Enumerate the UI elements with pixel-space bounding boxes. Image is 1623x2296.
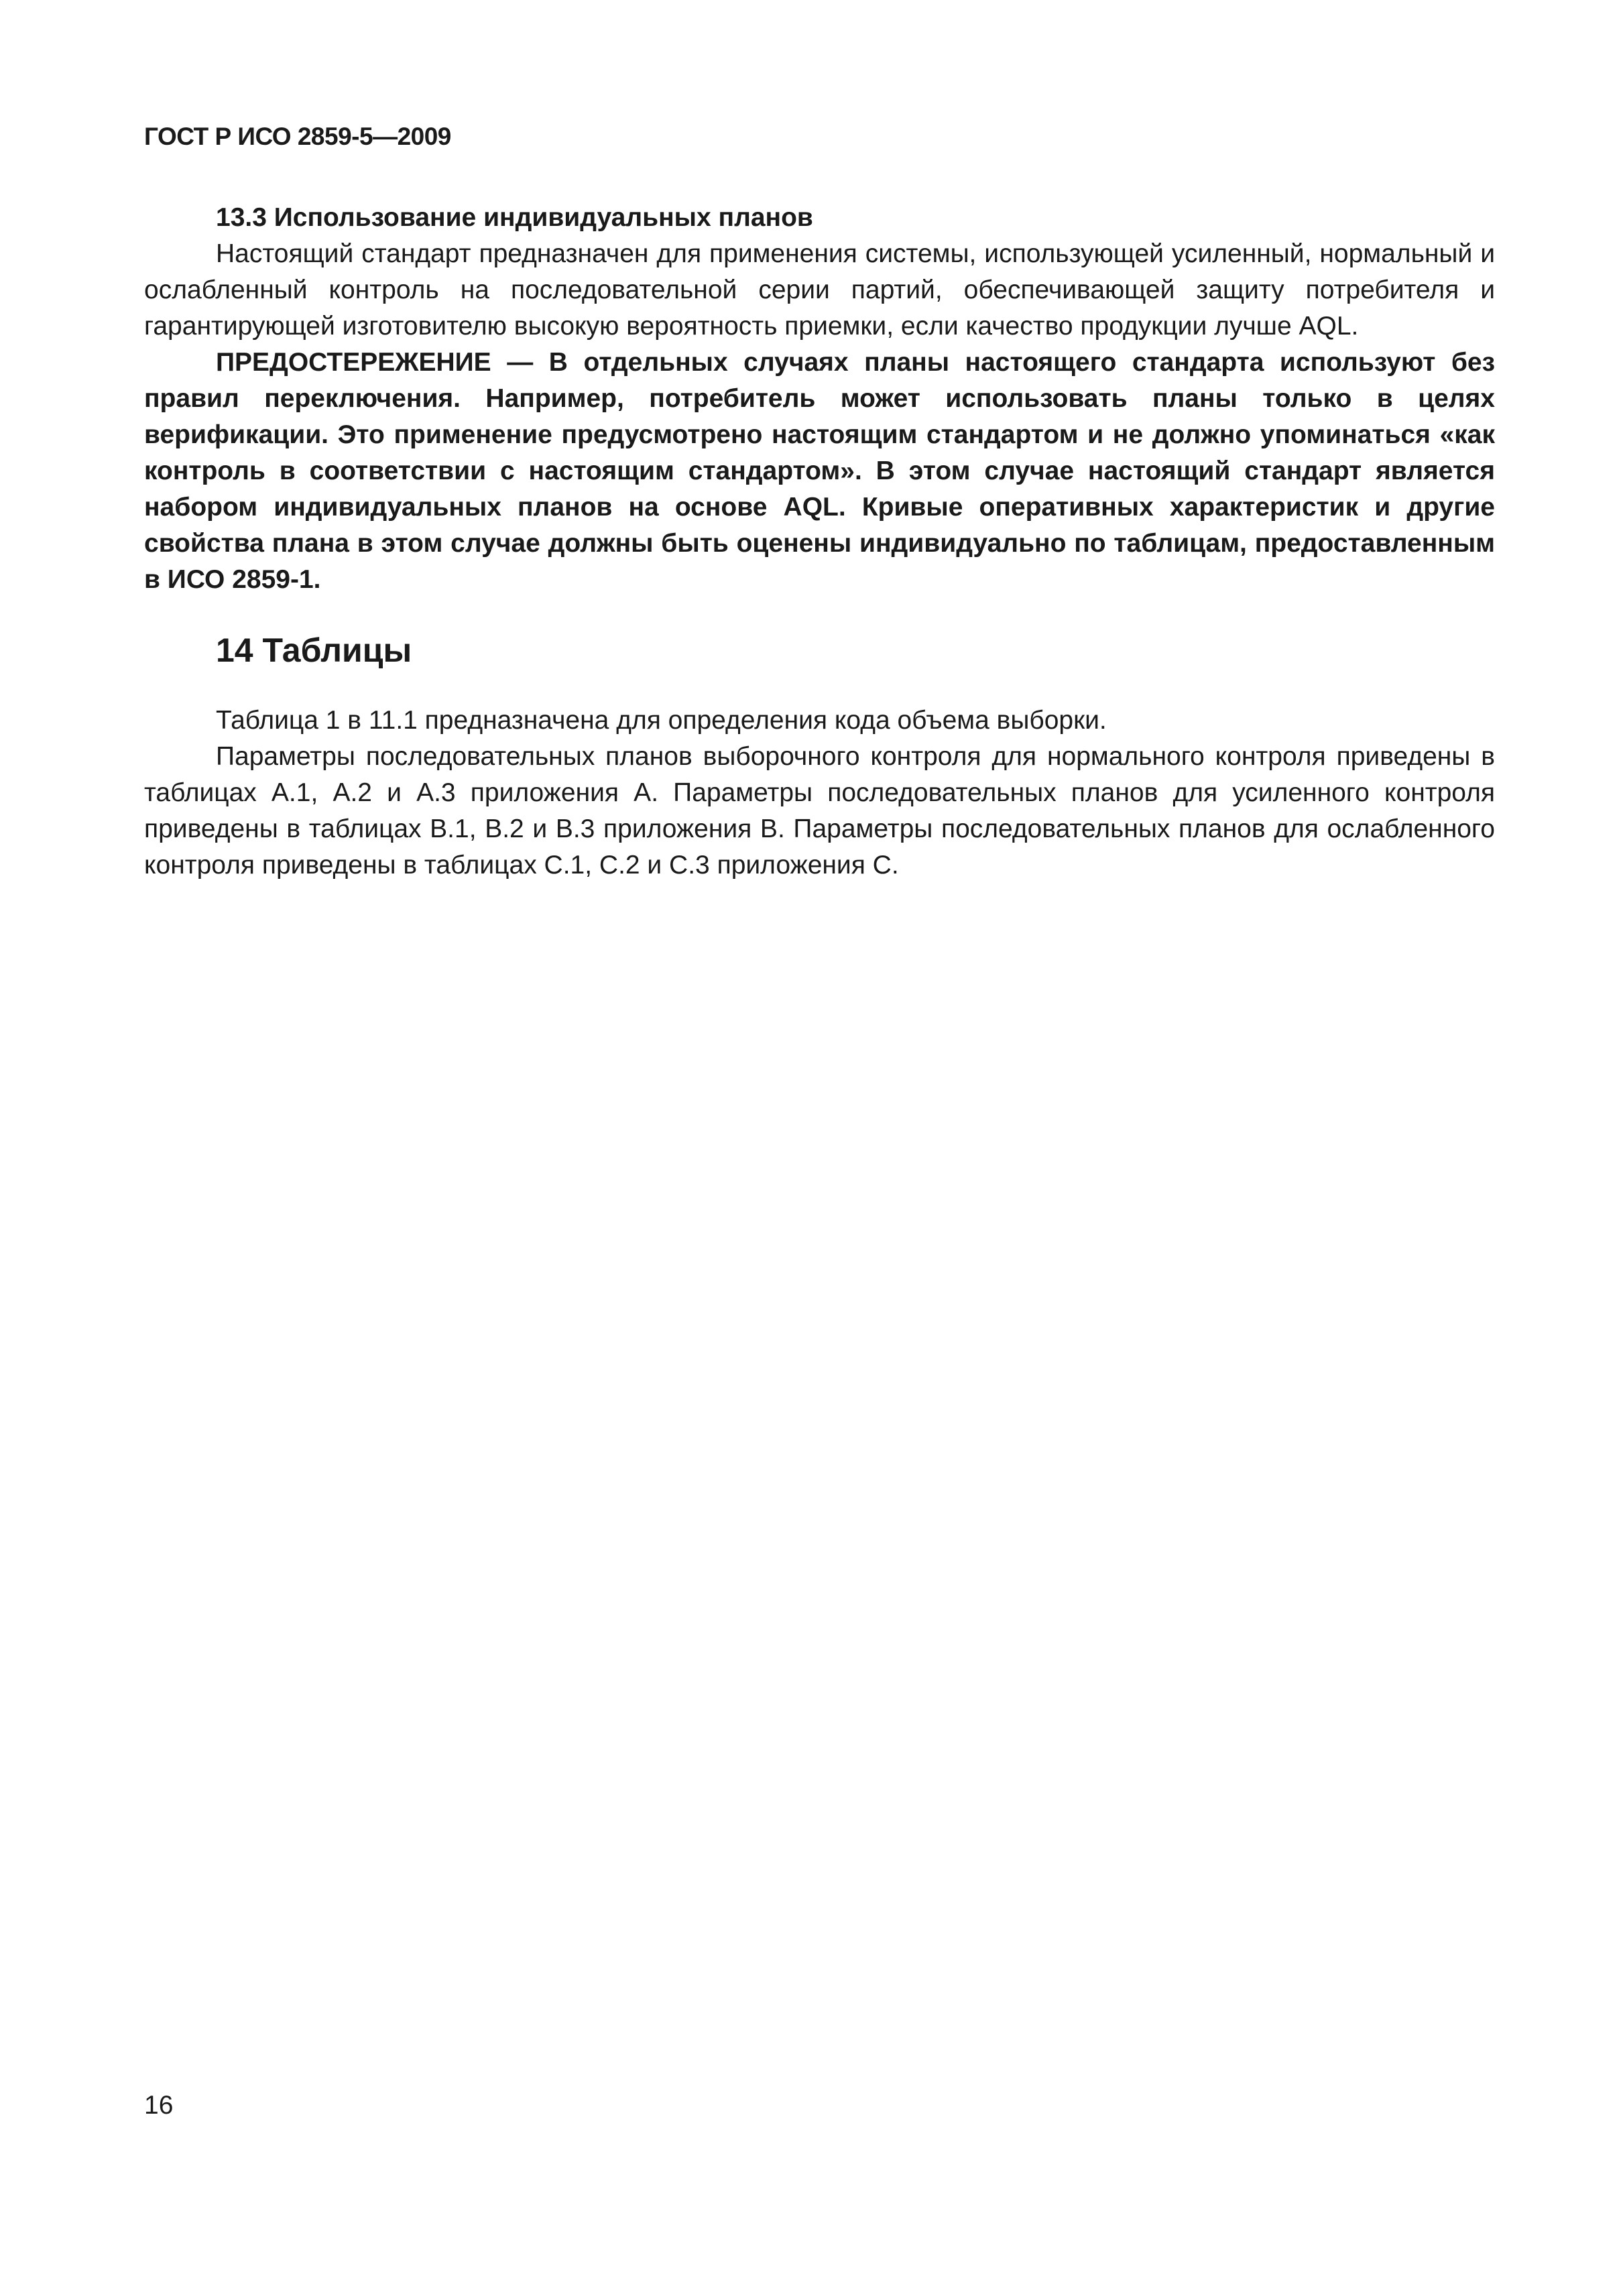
section-14-paragraph-2: Параметры последовательных планов выборочного контроля для нормального контроля приведены в таблицах А.1, А.2 и А.3 приложения А. Параметры последовательных планов для усиленного контроля приведены в таблицах В.1, В.2 и В.3 приложения В. Параметры последовательных планов для ослабленного контроля приведены в таблицах С.1, С.2 и С.3 приложения С. (144, 742, 1495, 880)
section-14-title: 14 Таблицы (216, 631, 412, 669)
section-13-3-heading: 13.3 Использование индивидуальных планов (216, 203, 813, 232)
warning-paragraph: ПРЕДОСТЕРЕЖЕНИЕ — В отдельных случаях планы настоящего стандарта используют без правил переключения. Например, потребитель может использовать планы только в целях верификации. Это применение предусмотрено настоящим стандартом и не должно упоминаться «как контроль в соответствии с настоящим стандартом». В этом случае настоящий стандарт является набором индивидуальных планов на основе AQL. Кривые оперативных характеристик и другие свойства плана в этом случае должны быть оценены индивидуально по таблицам, предоставленным в ИСО 2859-1. (144, 348, 1495, 594)
section-14-paragraph-1: Таблица 1 в 11.1 предназначена для определения кода объема выборки. (216, 706, 1107, 735)
running-header: ГОСТ Р ИСО 2859-5—2009 (144, 123, 451, 150)
page-number: 16 (144, 2091, 174, 2120)
page-body (144, 200, 1495, 884)
section-13-3-paragraph: Настоящий стандарт предназначен для применения системы, использующей усиленный, нормальный и ослабленный контроль на последовательной серии партий, обеспечивающей защиту потребителя и гарантирующей изготовителю высокую вероятность приемки, если качество продукции лучше AQL. (144, 239, 1495, 341)
